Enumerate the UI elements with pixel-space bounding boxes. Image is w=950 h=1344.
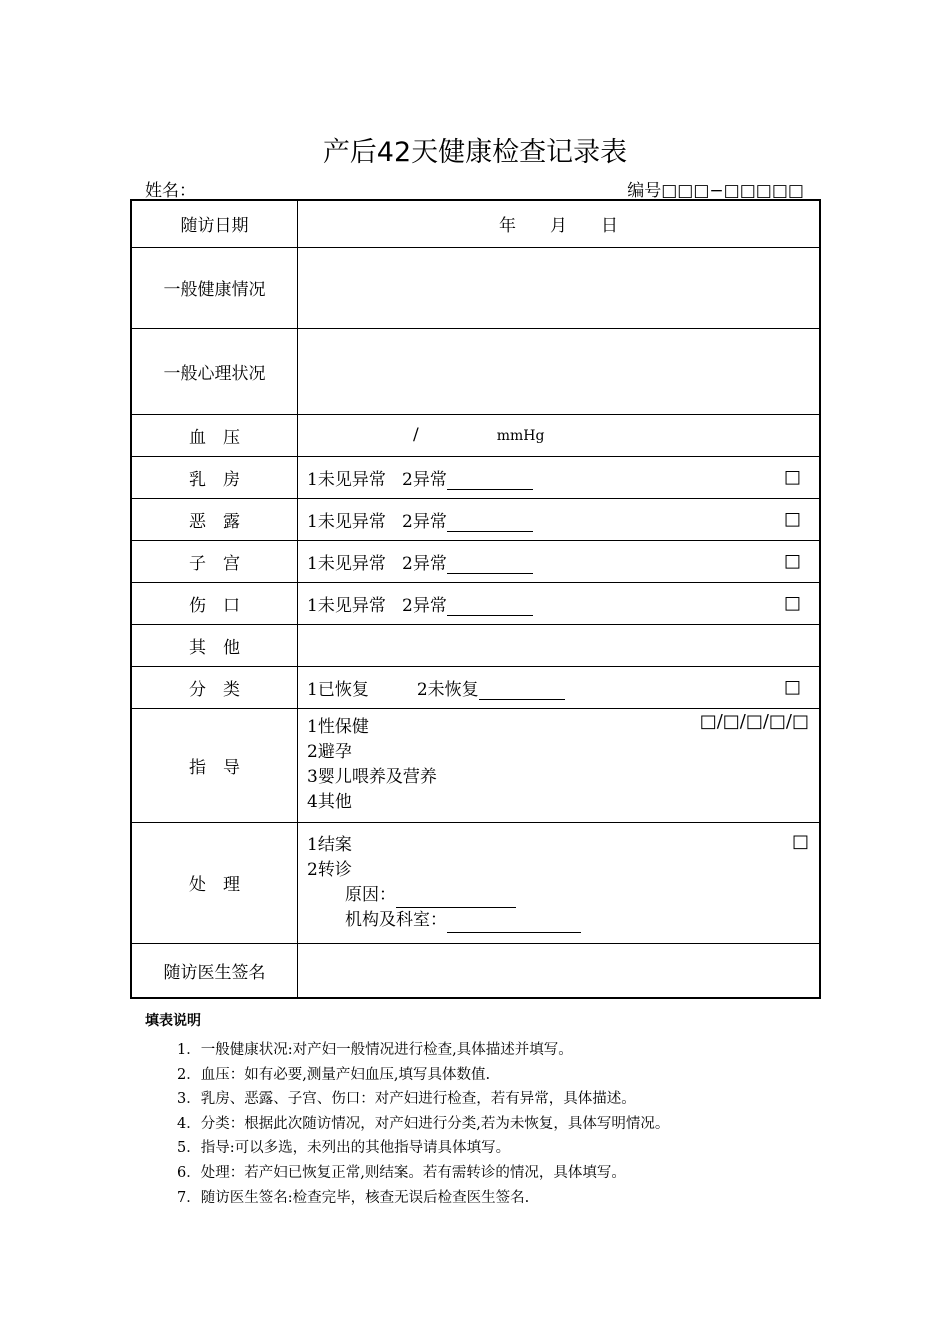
classification-opt-not-recovered: 2未恢复 [416,679,479,700]
wound-opt-normal: 1未见异常 [307,595,386,616]
referral-org-label: 机构及科室： [345,909,447,930]
bp-slash: / [413,425,419,445]
referral-org-blank[interactable] [447,916,581,933]
visit-date-field[interactable]: 年 月 日 [298,200,821,247]
general-health-field[interactable] [298,247,821,328]
referral-reason-label: 原因： [345,884,396,905]
uterus-opt-abnormal: 2异常 [402,553,447,574]
row-guidance [131,708,820,822]
row-other [131,624,820,666]
guidance-field[interactable] [298,708,821,822]
note-item: 2．血压：如有必要,测量产妇血压,填写具体数值. [177,1066,491,1083]
lochia-label: 恶 露 [131,498,298,540]
guidance-option[interactable]: 4其他 [307,792,352,812]
notes-list [177,1038,669,1210]
row-uterus [131,540,820,582]
classification-opt-recovered: 1已恢复 [307,679,369,700]
note-item: 7．随访医生签名:检查完毕，核查无误后检查医生签名. [177,1189,530,1206]
doctor-signature-field[interactable] [298,943,821,998]
referral-org-line [307,908,819,933]
breast-opt-abnormal: 2异常 [402,469,447,490]
visit-date-label: 随访日期 [131,200,298,247]
breast-checkbox[interactable]: □ [783,466,801,488]
classification-blank[interactable] [479,683,565,700]
breast-field[interactable] [298,456,821,498]
row-doctor-signature [131,943,820,998]
classification-label: 分 类 [131,666,298,708]
guidance-option[interactable]: 2避孕 [307,742,352,762]
handling-label: 处 理 [131,822,298,943]
referral-reason-line [307,883,819,908]
handling-field[interactable] [298,822,821,943]
referral-reason-blank[interactable] [396,891,516,908]
guidance-option[interactable]: 1性保健 [307,717,369,737]
row-classification [131,666,820,708]
breast-opt-normal: 1未见异常 [307,469,386,490]
wound-opt-abnormal: 2异常 [402,595,447,616]
lochia-opt-abnormal: 2异常 [402,511,447,532]
general-health-label: 一般健康情况 [131,247,298,328]
uterus-opt-normal: 1未见异常 [307,553,386,574]
notes-title: 填表说明 [145,1013,201,1029]
note-item: 4．分类：根据此次随访情况，对产妇进行分类,若为未恢复，具体写明情况。 [177,1115,670,1132]
row-psych-state [131,328,820,414]
lochia-blank[interactable] [447,515,533,532]
row-wound [131,582,820,624]
uterus-label: 子 宫 [131,540,298,582]
guidance-label: 指 导 [131,708,298,822]
wound-checkbox[interactable]: □ [783,592,801,614]
note-item: 5．指导:可以多选，未列出的其他指导请具体填写。 [177,1140,511,1157]
psych-state-label: 一般心理状况 [131,328,298,414]
lochia-field[interactable] [298,498,821,540]
note-item: 3．乳房、恶露、子宫、伤口：对产妇进行检查，若有异常，具体描述。 [177,1091,636,1108]
name-label: 姓名： [145,181,196,201]
handling-options [307,830,819,933]
psych-state-field[interactable] [298,328,821,414]
form-title: 产后42天健康检查记录表 [322,137,628,168]
classification-checkbox[interactable]: □ [783,676,801,698]
guidance-option[interactable]: 3婴儿喂养及营养 [307,767,437,787]
handling-option-close[interactable]: 1结案 [307,834,352,855]
row-handling [131,822,820,943]
guidance-checkboxes[interactable]: □/□/□/□/□ [699,710,809,732]
handling-option-referral[interactable]: 2转诊 [307,859,352,880]
lochia-opt-normal: 1未见异常 [307,511,386,532]
note-item: 1．一般健康状况:对产妇一般情况进行检查,具体描述并填写。 [177,1042,573,1058]
row-visit-date [131,200,820,247]
breast-label: 乳 房 [131,456,298,498]
serial-number-label: 编号□□□−□□□□□ [627,181,804,201]
handling-checkbox[interactable]: □ [791,830,809,852]
other-label: 其 他 [131,624,298,666]
row-breast [131,456,820,498]
wound-field[interactable] [298,582,821,624]
uterus-checkbox[interactable]: □ [783,550,801,572]
doctor-signature-label: 随访医生签名 [131,943,298,998]
breast-blank[interactable] [447,473,533,490]
uterus-field[interactable] [298,540,821,582]
bp-unit: mmHg [496,428,545,444]
uterus-blank[interactable] [447,557,533,574]
blood-pressure-field[interactable] [298,414,821,456]
note-item: 6．处理：若产妇已恢复正常,则结案。若有需转诊的情况，具体填写。 [177,1164,626,1181]
other-field[interactable] [298,624,821,666]
record-table [130,199,821,999]
row-blood-pressure [131,414,820,456]
wound-label: 伤 口 [131,582,298,624]
wound-blank[interactable] [447,599,533,616]
row-lochia [131,498,820,540]
row-general-health [131,247,820,328]
lochia-checkbox[interactable]: □ [783,508,801,530]
blood-pressure-label: 血 压 [131,414,298,456]
classification-field[interactable] [298,666,821,708]
